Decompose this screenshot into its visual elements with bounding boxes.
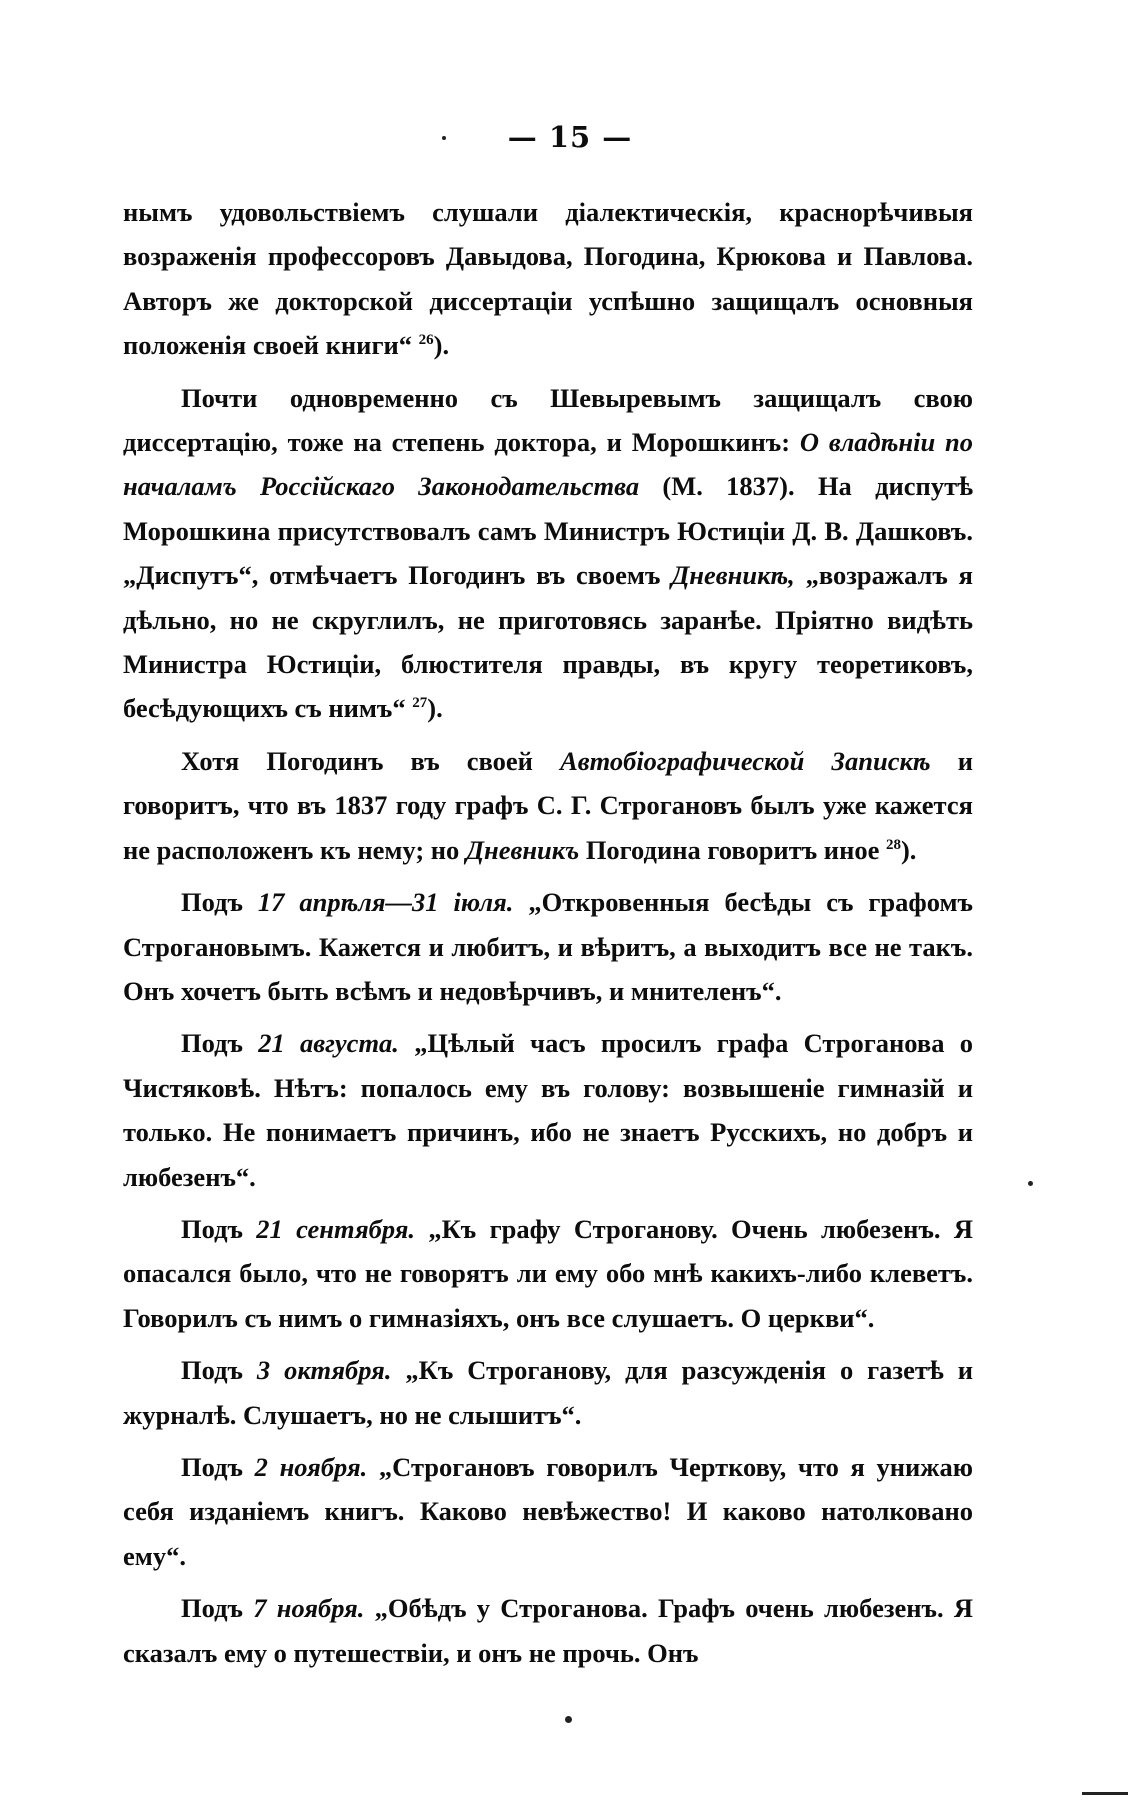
text-run: ). bbox=[900, 834, 917, 865]
body-text bbox=[123, 190, 973, 1675]
footnote-ref: 26 bbox=[418, 332, 434, 349]
text-run: (М. 1837). На диспутѣ Морошкина присутствовалъ самъ Министръ Юстиціи Д. В. Дашковъ. „Диспутъ“, отмѣчаетъ Погодинъ въ своемъ bbox=[123, 471, 973, 591]
footnote-ref: 27 bbox=[412, 695, 428, 712]
work-title-italic: Дневникѣ, bbox=[671, 560, 795, 591]
text-run: и говоритъ, что въ 1837 году графъ С. Г. Строгановъ былъ уже кажется не расположенъ къ нему; но bbox=[123, 745, 973, 865]
text-run: Подъ bbox=[181, 1028, 259, 1059]
text-run: Подъ bbox=[181, 1213, 257, 1244]
book-title-italic: О владѣніи по началамъ Россійскаго Законодательства bbox=[123, 427, 973, 502]
paragraph-6 bbox=[123, 1207, 973, 1340]
work-title-italic: Автобіографической Запискѣ bbox=[560, 745, 931, 776]
footnote-ref: 28 bbox=[885, 836, 901, 853]
text-run: „Къ графу Строганову. Очень любезенъ. Я опасался было, что не говорятъ ли ему обо мнѣ какихъ-либо клеветъ. Говорилъ съ нимъ о гимназіяхъ, онъ все слушаетъ. О церкви“. bbox=[123, 1213, 973, 1333]
paragraph-7 bbox=[123, 1348, 973, 1437]
paragraph-5 bbox=[123, 1021, 973, 1199]
scan-mark bbox=[1082, 1792, 1128, 1795]
text-run: „возражалъ я дѣльно, но не скруглилъ, не приготовясь заранѣе. Пріятно видѣть Министра Юстиціи, блюстителя правды, въ кругу теоретиковъ, бесѣдующихъ съ нимъ“ bbox=[123, 560, 973, 724]
paragraph-8 bbox=[123, 1445, 973, 1578]
paragraph-1 bbox=[123, 190, 973, 368]
paragraph-2 bbox=[123, 376, 973, 731]
text-run: Подъ bbox=[181, 1451, 255, 1482]
paragraph-9 bbox=[123, 1586, 973, 1675]
date-italic: 7 ноября. bbox=[253, 1593, 365, 1624]
text-run: „Обѣдъ у Строганова. Графъ очень любезенъ. Я сказалъ ему о путешествіи, и онъ не прочь. Онъ bbox=[123, 1593, 973, 1668]
scan-speck bbox=[1028, 1181, 1033, 1186]
text-run: „Откровенныя бесѣды съ графомъ Строгановымъ. Кажется и любитъ, и вѣритъ, а выходитъ все не такъ. Онъ хочетъ быть всѣмъ и недовѣрчивъ, и мнителенъ“. bbox=[123, 887, 973, 1006]
date-italic: 17 апрѣля—31 іюля. bbox=[257, 887, 514, 918]
paragraph-3 bbox=[123, 739, 973, 872]
text-run: „Строгановъ говорилъ Черткову, что я унижаю себя изданіемъ книгъ. Каково невѣжество! И каково натолковано ему“. bbox=[123, 1451, 973, 1571]
date-italic: 2 ноября. bbox=[254, 1451, 368, 1482]
date-italic: 21 сентября. bbox=[256, 1213, 415, 1244]
text-run: ). bbox=[427, 693, 443, 724]
text-run: ). bbox=[433, 330, 450, 361]
text-run: „Цѣлый часъ просилъ графа Строганова о Чистяковѣ. Нѣтъ: попалось ему въ голову: возвышеніе гимназій и только. Не понимаетъ причинъ, ибо не знаетъ Русскихъ, но добръ и любезенъ“. bbox=[123, 1028, 973, 1192]
text-run: Подъ bbox=[181, 1593, 254, 1624]
text-run: „Къ Строганову, для разсужденія о газетѣ и журналѣ. Слушаетъ, но не слышитъ“. bbox=[123, 1355, 973, 1430]
scan-speck bbox=[442, 136, 446, 140]
scan-speck bbox=[565, 1716, 572, 1723]
date-italic: 3 октября. bbox=[256, 1355, 392, 1386]
text-run: Погодина говоритъ иное bbox=[579, 834, 886, 865]
page-number: — 15 — bbox=[507, 120, 633, 154]
text-run: Подъ bbox=[181, 1355, 257, 1386]
text-run: Подъ bbox=[181, 887, 258, 918]
text-run: Почти одновременно съ Шевыревымъ защищалъ свою диссертацію, тоже на степень доктора, и Морошкинъ: bbox=[123, 382, 973, 458]
date-italic: 21 августа. bbox=[258, 1028, 399, 1059]
text-run: Хотя Погодинъ въ своей bbox=[181, 745, 561, 776]
text-run: нымъ удовольствіемъ слушали діалектическія, краснорѣчивыя возраженія профессоровъ Давыдова, Погодина, Крюкова и Павлова. Авторъ же докторской диссертаціи успѣшно защищалъ основныя положенія своей книги“ bbox=[123, 197, 973, 361]
work-title-italic: Дневникъ bbox=[465, 834, 580, 865]
paragraph-4 bbox=[123, 880, 973, 1013]
